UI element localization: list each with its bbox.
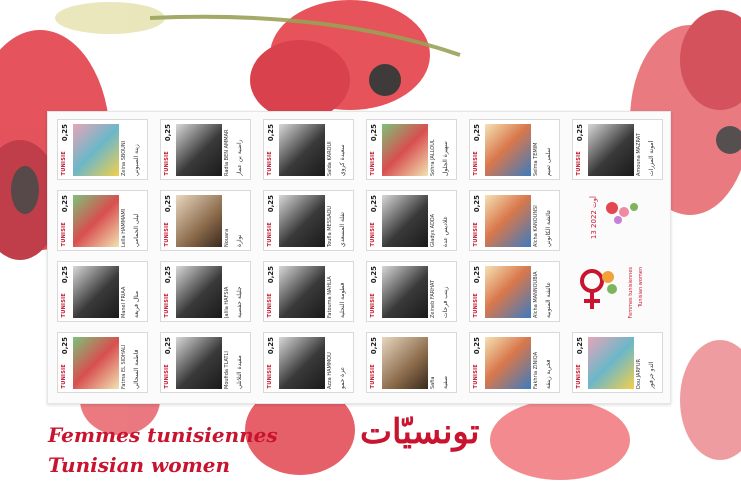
stamp-portrait — [485, 195, 531, 247]
stamp-country: TUNISIE — [61, 221, 67, 246]
stamp — [160, 190, 251, 251]
stamp-value: 0,25 — [473, 337, 481, 355]
logo-text-french: Femmes tunisiennes — [628, 267, 634, 319]
stamp-name-arabic: جليلة حفصية — [236, 286, 243, 318]
stamp-country: TUNISIE — [576, 150, 582, 175]
stamp-value: 0,25 — [267, 195, 275, 213]
stamp-portrait — [382, 266, 428, 318]
stamp-name: Fatma EL SIDHALI — [121, 344, 127, 389]
stamp-name: Manel FRIAA — [121, 286, 127, 318]
stamp-name-arabic: فاطمة السحالي — [133, 349, 140, 389]
stamp-name-arabic: تفلة المسعدي — [339, 212, 346, 247]
stamp-name-arabic: ليلى الحمامي — [133, 213, 140, 247]
stamp-name: Aïcha MANNOUBIA — [533, 271, 539, 318]
stamp-name-arabic: سعيدة كروي — [339, 144, 346, 176]
stamp-portrait — [73, 124, 119, 176]
stamp-country: TUNISIE — [164, 150, 170, 175]
stamp — [263, 332, 354, 393]
stamp — [366, 119, 457, 180]
stamp-value: 0,25 — [61, 124, 69, 142]
stamp-name-arabic: عزة حمو — [339, 366, 346, 389]
stamp-name: Gladys ADDA — [430, 213, 436, 247]
stamp — [572, 332, 663, 393]
stamp-name: Zeineb FARHAT — [430, 279, 436, 318]
women-day-logo-icon — [578, 267, 620, 317]
stamp-country: TUNISIE — [473, 221, 479, 246]
stamp-portrait — [176, 337, 222, 389]
stamp — [366, 332, 457, 393]
stamp — [469, 119, 560, 180]
stamp-value: 0,25 — [164, 266, 172, 284]
stamp-portrait — [73, 337, 119, 389]
stamp-name-arabic: سلمى تميم — [545, 147, 552, 176]
stamp — [366, 261, 457, 322]
stamp-country: TUNISIE — [61, 363, 67, 388]
stamp-country: TUNISIE — [267, 150, 273, 175]
stamp-name-arabic: سهيرة الجلول — [442, 141, 449, 176]
stamp-portrait — [382, 124, 428, 176]
stamp — [469, 332, 560, 393]
stamp-name-arabic: عائشة المنوبية — [545, 281, 552, 318]
stamp-name: Jalila HAFSIA — [224, 286, 230, 318]
stamp-country: TUNISIE — [576, 363, 582, 388]
stamp-value: 0,25 — [164, 195, 172, 213]
stamp — [572, 119, 663, 180]
stamp — [57, 261, 148, 322]
stamp-value: 0,25 — [61, 337, 69, 355]
stamp-country: TUNISIE — [267, 363, 273, 388]
stamp-name: Fakhria ZINIQA — [533, 351, 539, 389]
stamp-value: 0,25 — [473, 266, 481, 284]
stamp — [263, 119, 354, 180]
stamp-name: Selma TEMIM — [533, 142, 539, 176]
stamp-portrait — [485, 124, 531, 176]
stamp-value: 0,25 — [267, 337, 275, 355]
stamp-name: Aïcha KANOUNSI — [533, 205, 539, 247]
stamp-name-arabic: الدو جرفور — [648, 361, 655, 389]
stamp-country: TUNISIE — [473, 363, 479, 388]
stamp-name: Amouna MAZRAT — [636, 133, 642, 176]
stamp — [57, 332, 148, 393]
stamp-name-arabic: عائشة الكانوني — [545, 209, 552, 247]
stamp-portrait — [73, 195, 119, 247]
stamp-name: Safia — [430, 376, 436, 389]
stamp-portrait — [176, 266, 222, 318]
stamp-country: TUNISIE — [370, 221, 376, 246]
stamp — [469, 190, 560, 251]
stamp-name-arabic: فخرية زينقة — [545, 359, 552, 389]
stamp-name-arabic: أمونة المزرات — [648, 140, 655, 176]
stamp-country: TUNISIE — [164, 221, 170, 246]
stamp-country: TUNISIE — [61, 150, 67, 175]
stamp — [160, 119, 251, 180]
stamp-name: Sohra JALLOUL — [430, 139, 436, 176]
stamp-country: TUNISIE — [164, 363, 170, 388]
stamp-name: Zeina SBOUNI — [121, 140, 127, 176]
stamp-portrait — [176, 195, 222, 247]
stamp-name: Moufida TLATLI — [224, 351, 230, 389]
stamp-portrait — [588, 124, 634, 176]
stamp-name-arabic: زينة الصبوني — [133, 144, 140, 176]
caption-english: Tunisian women — [48, 453, 231, 477]
stamp-name: Nouara — [224, 228, 230, 247]
stamp-value: 0,25 — [576, 337, 584, 355]
stamp-value: 0,25 — [61, 266, 69, 284]
stamp-value: 0,25 — [473, 195, 481, 213]
stamp — [57, 190, 148, 251]
stamp-name: Dou JARFUR — [636, 359, 642, 389]
stamp-name: Toufla MESSAOU — [327, 205, 333, 247]
stamp — [366, 190, 457, 251]
stamp — [469, 261, 560, 322]
stamp-name-arabic: راضية بن عمار — [236, 139, 243, 176]
stamp-country: TUNISIE — [473, 150, 479, 175]
stamp — [160, 261, 251, 322]
stamp-value: 0,25 — [370, 124, 378, 142]
stamp-value: 0,25 — [473, 124, 481, 142]
stamp-value: 0,25 — [370, 337, 378, 355]
stamp-country: TUNISIE — [370, 150, 376, 175]
stamp-portrait — [73, 266, 119, 318]
stamp-value: 0,25 — [61, 195, 69, 213]
stamp-country: TUNISIE — [164, 292, 170, 317]
stamp-name-arabic: نوارة — [236, 234, 243, 247]
issue-date: 13 أوت 2022 — [590, 196, 598, 240]
stamp-name-arabic: غلاديس عدة — [442, 216, 449, 247]
stamp-name: Fatouma NAHLIA — [327, 276, 333, 318]
stamp-name-arabic: مفيدة التلاتلي — [236, 355, 243, 389]
stamp-name: Saïda KAROUI — [327, 141, 333, 176]
stamp-country: TUNISIE — [473, 292, 479, 317]
stamp-name: Radia BEN AMMAR — [224, 129, 230, 176]
stamp — [263, 190, 354, 251]
stamp-name: Azza HAMMOU — [327, 352, 333, 389]
stamp-name-arabic: فطومة النحلية — [339, 282, 346, 318]
stamp — [57, 119, 148, 180]
stamp-country: TUNISIE — [61, 292, 67, 317]
stamp-portrait — [588, 337, 634, 389]
logo-text-english: Tunisian women — [638, 267, 644, 308]
stamp-country: TUNISIE — [267, 292, 273, 317]
stamp-value: 0,25 — [267, 124, 275, 142]
stamp-name-arabic: صفية — [442, 375, 449, 389]
stamp-value: 0,25 — [370, 195, 378, 213]
stamp-portrait — [279, 266, 325, 318]
caption-arabic: تونسيّات — [360, 412, 480, 452]
stamp-portrait — [279, 195, 325, 247]
stamp-portrait — [279, 124, 325, 176]
stamp-portrait — [382, 195, 428, 247]
logo-cell — [572, 261, 663, 322]
stamp-portrait — [485, 337, 531, 389]
stamp-country: TUNISIE — [267, 221, 273, 246]
stamp-value: 0,25 — [267, 266, 275, 284]
stamp-value: 0,25 — [370, 266, 378, 284]
flower-ornament-icon — [602, 198, 642, 228]
stamp-portrait — [176, 124, 222, 176]
stamp — [263, 261, 354, 322]
stamp-portrait — [382, 337, 428, 389]
stamp — [160, 332, 251, 393]
stamp-sheet — [47, 111, 671, 404]
stamp-value: 0,25 — [576, 124, 584, 142]
stamp-name-arabic: زينب فرحات — [442, 286, 449, 318]
stamp-portrait — [279, 337, 325, 389]
stamp-country: TUNISIE — [370, 363, 376, 388]
stamp-country: TUNISIE — [370, 292, 376, 317]
stamp-name-arabic: منال فريعة — [133, 290, 140, 318]
stamp-value: 0,25 — [164, 337, 172, 355]
caption-french: Femmes tunisiennes — [48, 423, 278, 447]
stamp-value: 0,25 — [164, 124, 172, 142]
stamp-portrait — [485, 266, 531, 318]
stamp-name: Leïla HAMMAMI — [121, 208, 127, 247]
date-cell — [572, 190, 663, 251]
